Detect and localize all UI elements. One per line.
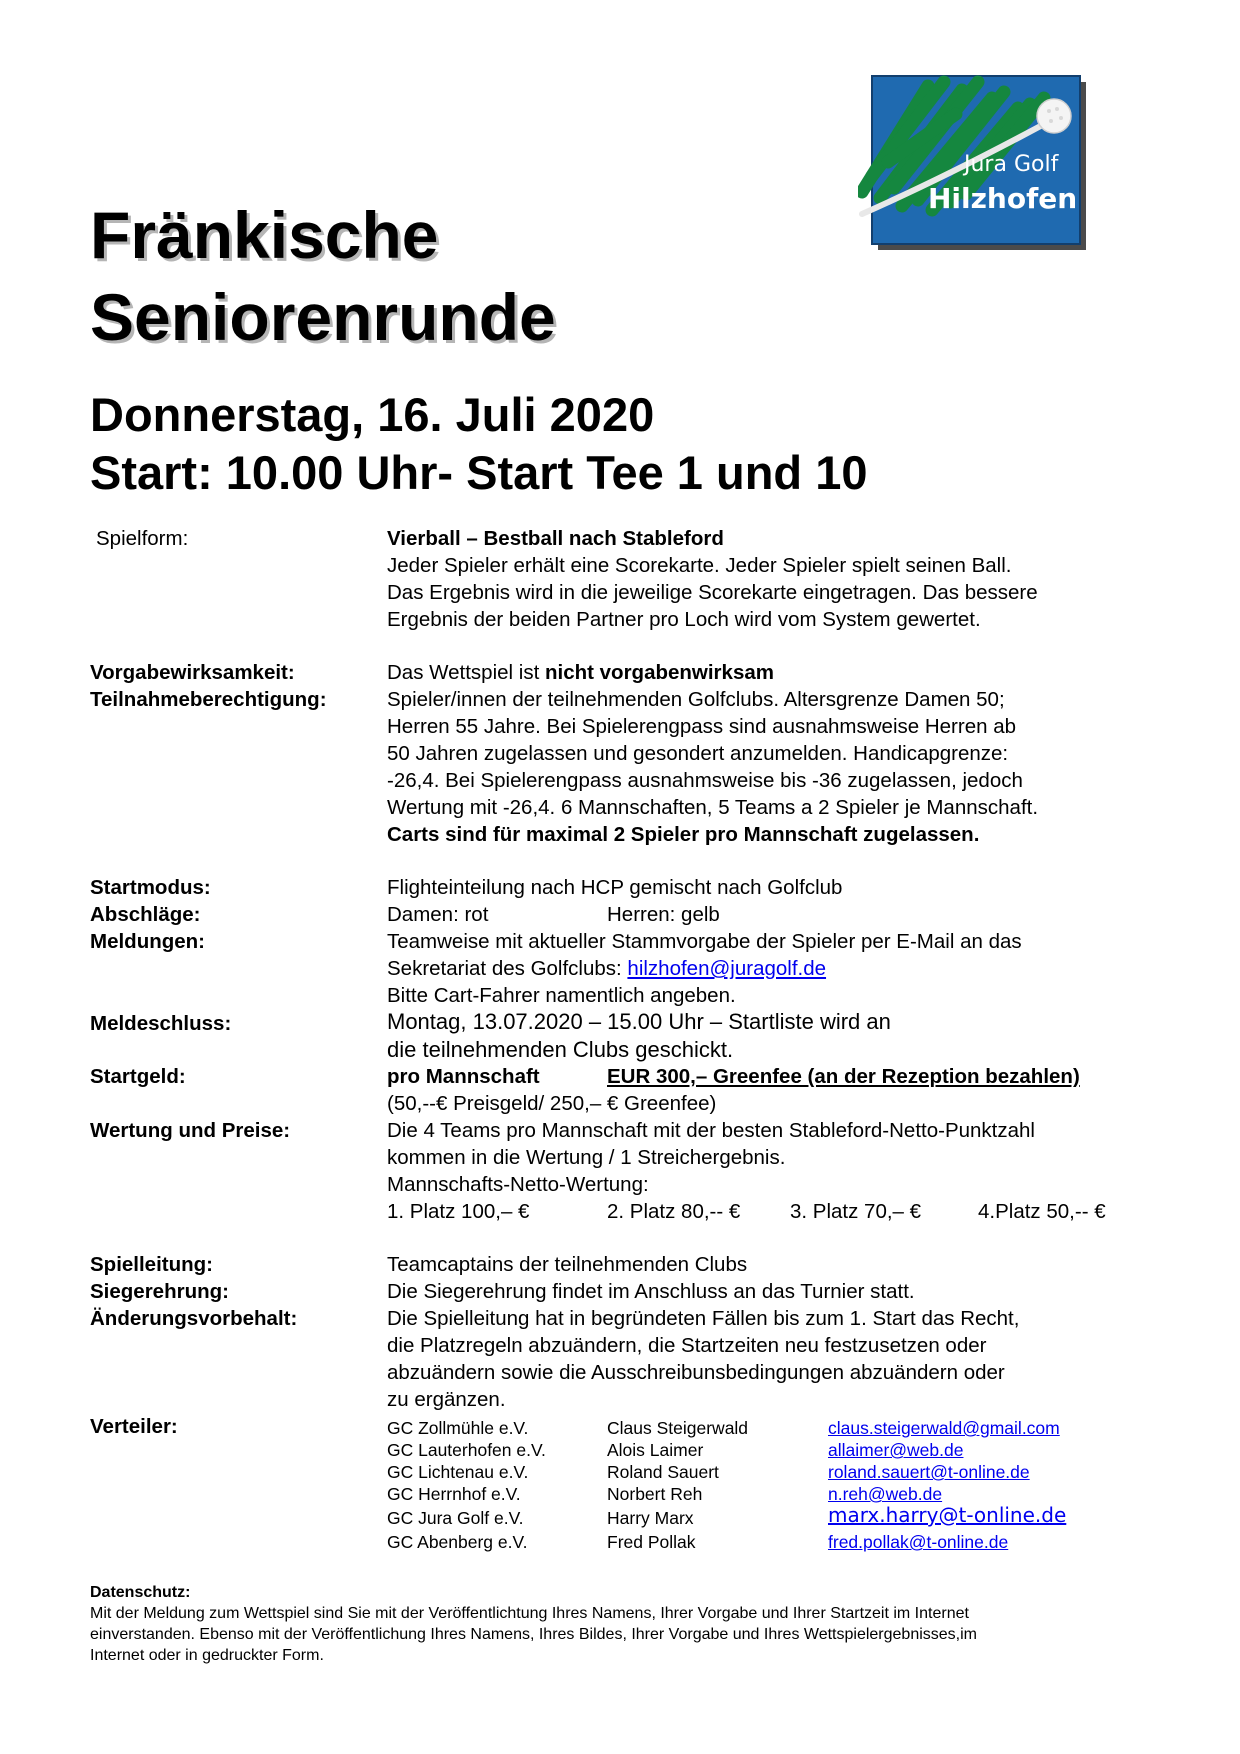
label-spielform: Spielform: [96,527,189,550]
meldungen-email-link[interactable]: hilzhofen@juragolf.de [627,957,827,980]
vorgabe-value [387,659,774,686]
title-line-2: Seniorenrunde [90,280,556,354]
startgeld-detail: (50,--€ Preisgeld/ 250,– € Greenfee) [387,1092,717,1115]
spielform-line: Das Ergebnis wird in die jeweilige Scorekarte eingetragen. Das bessere [387,581,1038,604]
verteiler-club: GC Herrnhof e.V. [387,1484,521,1504]
jura-golf-logo [858,74,1090,254]
spielform-line: Ergebnis der beiden Partner pro Loch wird vom System gewertet. [387,608,981,631]
label-meldeschluss: Meldeschluss: [90,1012,232,1035]
vorgabe-bold: nicht vorgabenwirksam [544,661,774,684]
abschlaege-herren: Herren: gelb [607,903,720,926]
meldungen-line: Bitte Cart-Fahrer namentlich angeben. [387,984,736,1007]
datenschutz-line: einverstanden. Ebenso mit der Veröffentlichung Ihres Namens, Ihres Bildes, Ihrer Vorgabe und Ihres Wettspielergebnisses,im [90,1626,977,1643]
verteiler-email-link[interactable]: marx.harry@t-online.de [828,1503,1067,1527]
prize-1: 1. Platz 100,– € [387,1200,530,1223]
startgeld-per: pro Mannschaft [387,1065,540,1088]
vorgabe-text: Das Wettspiel ist [387,661,545,684]
datenschutz-line: Mit der Meldung zum Wettspiel sind Sie mit der Veröffentlichtung Ihres Namens, Ihrer Vorgabe und Ihrer Startzeit im Internet [90,1605,969,1622]
logo-text-hilzhofen: Hilzhofen [928,182,1078,215]
meldungen-text: Sekretariat des Golfclubs: [387,957,628,980]
teilnahme-carts: Carts sind für maximal 2 Spieler pro Mannschaft zugelassen. [387,823,980,846]
label-wertung: Wertung und Preise: [90,1119,291,1142]
datenschutz-line: Internet oder in gedruckter Form. [90,1647,324,1664]
meldeschluss-line: Montag, 13.07.2020 – 15.00 Uhr – Startliste wird an [387,1009,891,1034]
spielleitung-value: Teamcaptains der teilnehmenden Clubs [387,1253,748,1276]
spielform-line: Jeder Spieler erhält eine Scorekarte. Jeder Spieler spielt seinen Ball. [387,554,1012,577]
meldungen-line: Teamweise mit aktueller Stammvorgabe der Spieler per E-Mail an das [387,930,1022,953]
prize-4: 4.Platz 50,-- € [978,1200,1106,1223]
meldungen-line [387,955,826,982]
verteiler-email-link[interactable]: allaimer@web.de [828,1440,964,1460]
teilnahme-line: Spieler/innen der teilnehmenden Golfclubs. Altersgrenze Damen 50; [387,688,1005,711]
event-date: Donnerstag, 16. Juli 2020 [90,388,655,441]
startgeld-amount: EUR 300,– Greenfee (an der Rezeption bezahlen) [607,1065,1080,1088]
verteiler-name: Claus Steigerwald [607,1418,749,1438]
meldeschluss-line: die teilnehmenden Clubs geschickt. [387,1037,734,1062]
title-line-1: Fränkische [90,198,439,272]
teilnahme-line: Herren 55 Jahre. Bei Spielerengpass sind ausnahmsweise Herren ab [387,715,1017,738]
verteiler-club: GC Lichtenau e.V. [387,1462,529,1482]
label-startmodus: Startmodus: [90,876,211,899]
teilnahme-line: Wertung mit -26,4. 6 Mannschaften, 5 Teams a 2 Spieler je Mannschaft. [387,796,1039,819]
verteiler-name: Roland Sauert [607,1462,719,1482]
abschlaege-damen: Damen: rot [387,903,489,926]
verteiler-name: Harry Marx [607,1508,694,1528]
wertung-line: Mannschafts-Netto-Wertung: [387,1173,649,1196]
verteiler-club: GC Jura Golf e.V. [387,1508,524,1528]
verteiler-club: GC Abenberg e.V. [387,1532,528,1552]
verteiler-name: Norbert Reh [607,1484,703,1504]
datenschutz-label: Datenschutz: [90,1584,191,1601]
verteiler-club: GC Lauterhofen e.V. [387,1440,546,1460]
verteiler-email-link[interactable]: n.reh@web.de [828,1484,943,1504]
verteiler-club: GC Zollmühle e.V. [387,1418,529,1438]
label-teilnahmeberechtigung: Teilnahmeberechtigung: [90,688,327,711]
label-spielleitung: Spielleitung: [90,1253,213,1276]
label-meldungen: Meldungen: [90,930,206,953]
aenderung-line: abzuändern sowie die Ausschreibunsbedingungen abzuändern oder [387,1361,1005,1384]
event-start: Start: 10.00 Uhr- Start Tee 1 und 10 [90,446,868,499]
prize-2: 2. Platz 80,-- € [607,1200,741,1223]
spielform-heading: Vierball – Bestball nach Stableford [387,527,724,550]
verteiler-email-link[interactable]: claus.steigerwald@gmail.com [828,1418,1060,1438]
logo-text-jura-golf: Jura Golf [964,152,1059,177]
verteiler-email-link[interactable]: roland.sauert@t-online.de [828,1462,1030,1482]
aenderung-line: zu ergänzen. [387,1388,506,1411]
aenderung-line: Die Spielleitung hat in begründeten Fällen bis zum 1. Start das Recht, [387,1307,1020,1330]
verteiler-name: Fred Pollak [607,1532,696,1552]
label-verteiler: Verteiler: [90,1415,178,1438]
startmodus-value: Flighteinteilung nach HCP gemischt nach Golfclub [387,876,843,899]
teilnahme-line: 50 Jahren zugelassen und gesondert anzumelden. Handicapgrenze: [387,742,1009,765]
wertung-line: kommen in die Wertung / 1 Streichergebnis. [387,1146,786,1169]
label-vorgabewirksamkeit: Vorgabewirksamkeit: [90,661,295,684]
label-aenderungsvorbehalt: Änderungsvorbehalt: [90,1307,298,1330]
siegerehrung-value: Die Siegerehrung findet im Anschluss an das Turnier statt. [387,1280,915,1303]
teilnahme-line: -26,4. Bei Spielerengpass ausnahmsweise bis -36 zugelassen, jedoch [387,769,1023,792]
wertung-line: Die 4 Teams pro Mannschaft mit der besten Stableford-Netto-Punktzahl [387,1119,1035,1142]
prize-3: 3. Platz 70,– € [790,1200,922,1223]
label-startgeld: Startgeld: [90,1065,186,1088]
label-abschlaege: Abschläge: [90,903,201,926]
aenderung-line: die Platzregeln abzuändern, die Startzeiten neu festzusetzen oder [387,1334,987,1357]
verteiler-name: Alois Laimer [607,1440,704,1460]
verteiler-email-link[interactable]: fred.pollak@t-online.de [828,1532,1009,1552]
label-siegerehrung: Siegerehrung: [90,1280,229,1303]
